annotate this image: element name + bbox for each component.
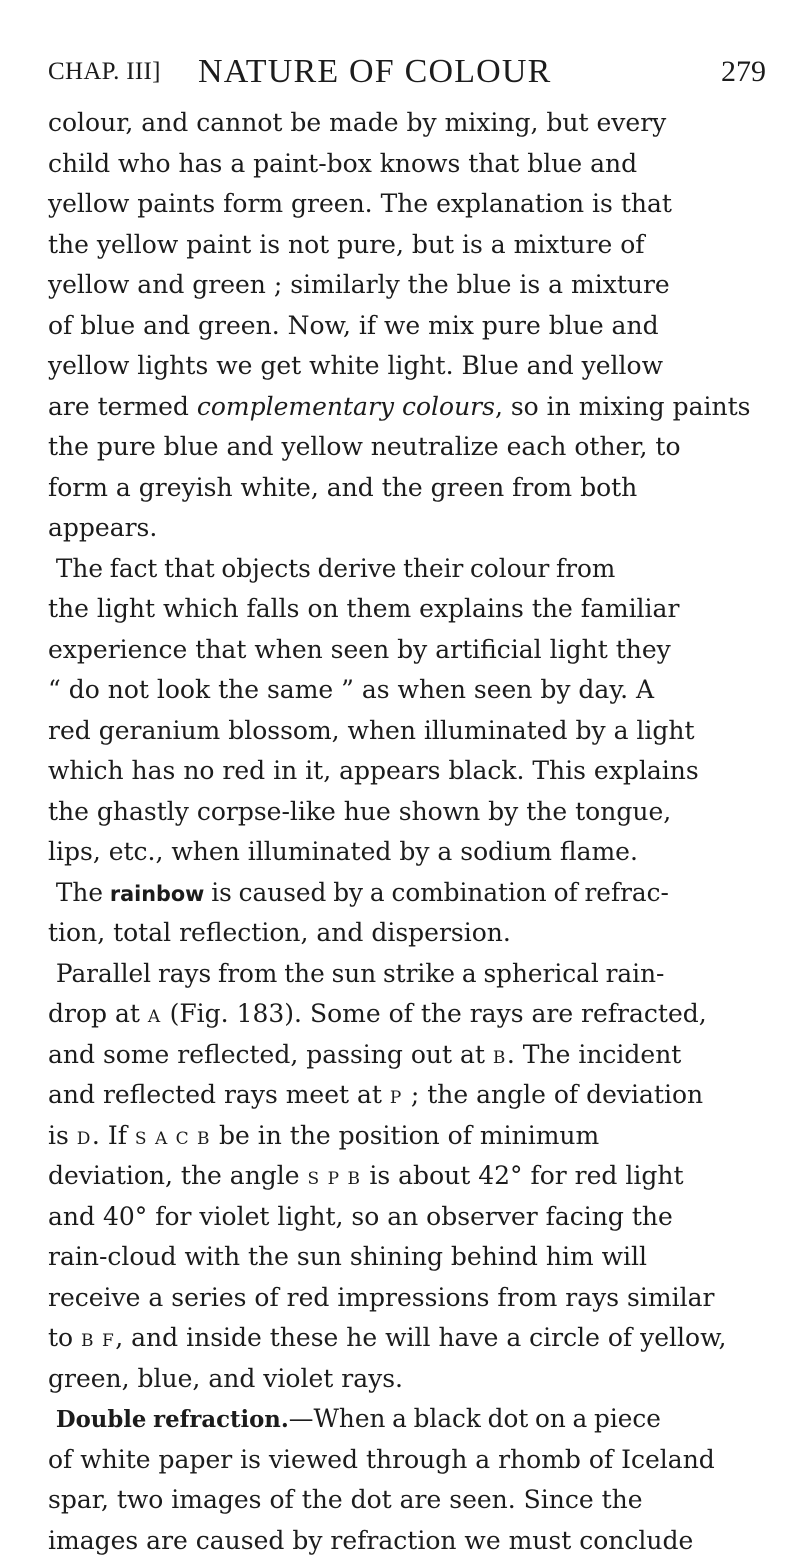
page-title: NATURE OF COLOUR xyxy=(198,50,552,94)
text-line xyxy=(48,427,764,468)
text-line xyxy=(48,144,764,185)
text-line xyxy=(48,751,764,792)
small-caps-label: S A C B xyxy=(135,1129,211,1149)
text-line xyxy=(48,1399,756,1440)
text-line xyxy=(48,1359,764,1400)
text-line xyxy=(48,1237,764,1278)
text-line xyxy=(48,1035,764,1076)
small-caps-label: S P B xyxy=(308,1169,362,1189)
text-run: be in the position of minimum xyxy=(211,1121,599,1150)
text-line xyxy=(48,306,764,347)
text-run: appears. xyxy=(48,513,157,542)
section-heading: Double refraction. xyxy=(56,1406,289,1433)
text-line xyxy=(48,265,764,306)
text-run: —When a black dot on a piece xyxy=(289,1404,661,1433)
text-run: (Fig. 183). Some of the rays are refracted, xyxy=(162,999,707,1028)
text-run: yellow lights we get white light. Blue and yellow xyxy=(48,351,663,380)
text-line xyxy=(48,1075,764,1116)
text-run: is caused by a combination of refrac- xyxy=(204,878,669,907)
text-run: , and inside these he will have a circle of yellow, xyxy=(115,1323,726,1352)
text-run: to xyxy=(48,1323,81,1352)
chapter-label: CHAP. III] xyxy=(48,50,161,94)
text-run: of white paper is viewed through a rhomb of Iceland xyxy=(48,1445,715,1474)
text-run: the ghastly corpse-like hue shown by the tongue, xyxy=(48,797,671,826)
text-run: the yellow paint is not pure, but is a mixture of xyxy=(48,230,645,259)
text-line xyxy=(48,1318,764,1359)
text-run: drop at xyxy=(48,999,148,1028)
text-line xyxy=(48,1197,764,1238)
text-line xyxy=(48,792,764,833)
keyword: rainbow xyxy=(110,882,204,906)
text-line xyxy=(48,832,764,873)
text-run: red geranium blossom, when illuminated by a light xyxy=(48,716,695,745)
text-run: spar, two images of the dot are seen. Since the xyxy=(48,1485,643,1514)
text-run: , so in mixing paints xyxy=(495,392,751,421)
text-run: Parallel rays from the sun strike a spherical rain- xyxy=(56,959,664,988)
text-run: green, blue, and violet rays. xyxy=(48,1364,403,1393)
text-run: the pure blue and yellow neutralize each other, to xyxy=(48,432,681,461)
text-line xyxy=(48,508,764,549)
text-run: are termed xyxy=(48,392,197,421)
text-run: lips, etc., when illuminated by a sodium flame. xyxy=(48,837,638,866)
page-number: 279 xyxy=(721,50,766,94)
text-run: . If xyxy=(92,1121,135,1150)
text-line xyxy=(48,468,764,509)
text-line xyxy=(48,184,764,225)
text-run: form a greyish white, and the green from both xyxy=(48,473,637,502)
text-run: receive a series of red impressions from rays similar xyxy=(48,1283,714,1312)
text-run: yellow paints form green. The explanation is that xyxy=(48,189,672,218)
text-run: yellow and green ; similarly the blue is a mixture xyxy=(48,270,670,299)
text-line xyxy=(48,225,764,266)
text-line xyxy=(48,346,764,387)
running-header xyxy=(48,50,766,94)
text-line xyxy=(48,1440,764,1481)
text-run: rain-cloud with the sun shining behind him will xyxy=(48,1242,647,1271)
text-run: which has no red in it, appears black. This explains xyxy=(48,756,699,785)
text-line xyxy=(48,589,764,630)
text-line xyxy=(48,954,756,995)
text-line xyxy=(48,994,764,1035)
text-run: The xyxy=(56,878,110,907)
text-run: images are caused by refraction we must conclude xyxy=(48,1526,693,1555)
text-line xyxy=(48,549,756,590)
text-run: . The incident xyxy=(507,1040,681,1069)
text-line xyxy=(48,630,764,671)
text-run: the light which falls on them explains the familiar xyxy=(48,594,679,623)
text-line xyxy=(48,1116,764,1157)
text-run: child who has a paint-box knows that blue and xyxy=(48,149,637,178)
text-run: and reflected rays meet at xyxy=(48,1080,390,1109)
text-run: The fact that objects derive their colour from xyxy=(56,554,615,583)
text-line xyxy=(48,1480,764,1521)
small-caps-label: A xyxy=(148,1007,162,1027)
small-caps-label: P xyxy=(390,1088,403,1108)
text-line xyxy=(48,1156,764,1197)
text-line xyxy=(48,103,764,144)
text-run: and some reflected, passing out at xyxy=(48,1040,493,1069)
small-caps-label: D xyxy=(77,1129,92,1149)
text-line xyxy=(48,873,756,914)
text-line xyxy=(48,711,764,752)
text-run: is xyxy=(48,1121,77,1150)
text-line xyxy=(48,387,764,428)
text-line xyxy=(48,1278,764,1319)
text-run: tion, total reflection, and dispersion. xyxy=(48,918,511,947)
text-run: ; the angle of deviation xyxy=(403,1080,703,1109)
text-run: experience that when seen by artificial light they xyxy=(48,635,671,664)
text-run: deviation, the angle xyxy=(48,1161,308,1190)
text-line xyxy=(48,913,764,954)
text-line xyxy=(48,1521,764,1561)
text-run: colour, and cannot be made by mixing, but every xyxy=(48,108,666,137)
text-run: is about 42° for red light xyxy=(361,1161,683,1190)
emphasis-text: complementary colours xyxy=(197,392,495,421)
small-caps-label: B F xyxy=(81,1331,115,1351)
body-text xyxy=(48,103,764,1561)
text-line xyxy=(48,670,764,711)
text-run: “ do not look the same ” as when seen by day. A xyxy=(48,675,654,704)
text-run: and 40° for violet light, so an observer facing the xyxy=(48,1202,673,1231)
small-caps-label: B xyxy=(493,1048,507,1068)
text-run: of blue and green. Now, if we mix pure blue and xyxy=(48,311,659,340)
